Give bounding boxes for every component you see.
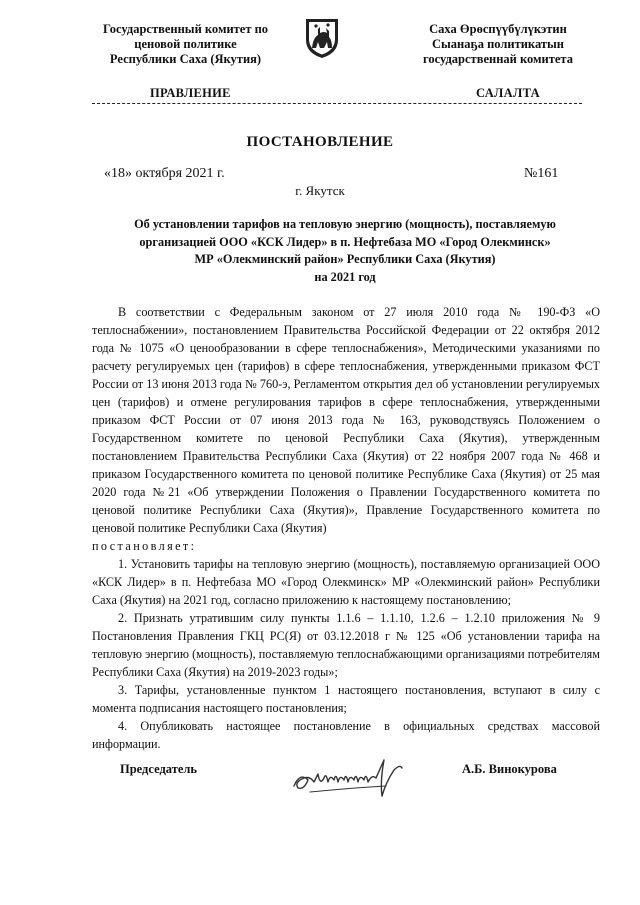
subject-line: Об установлении тарифов на тепловую энергию (мощность), поставляемую: [134, 217, 556, 231]
resolution-item: 2. Признать утратившим силу пункты 1.1.6 – 1.1.10, 1.2.6 – 1.2.10 приложения № 9 Постановления Правления ГКЦ РС(Я) от 03.12.2018 г № 125 «Об установлении тарифа на тепловую энергию (мощность), поставляемую теплоснабжающими организациями потребителям Республики Саха (Якутия) на 2019-2023 годы»;: [92, 611, 600, 679]
header-org-sah-line: Саха Өрөспүүбүлүкэтин: [429, 22, 567, 36]
header-org-sah-line: Сыанаҕа политикатын: [432, 37, 564, 51]
resolution-item: 3. Тарифы, установленные пунктом 1 настоящего постановления, вступают в силу с момента подписания настоящего постановления;: [92, 683, 600, 715]
resolution-item: 1. Установить тарифы на тепловую энергию (мощность), поставляемую организацией ООО «КСК Лидер» в п. Нефтебаза МО «Город Олекминск» МР «Олекминский район» Республики Саха (Якутия) на 2021 год, согласно приложению к настоящему постановлению;: [92, 557, 600, 607]
coat-of-arms-icon: [303, 16, 341, 60]
preamble-paragraph: В соответствии с Федеральным законом от 27 июля 2010 года № 190-ФЗ «О теплоснабжении», постановлением Правительства Российской Федерации от 22 октября 2012 года № 1075 «О ценообразовании в сфере теплоснабжения», Методическими указаниями по расчету регулируемых цен (тарифов) в сфере теплоснабжения, утвержденными приказом ФСТ России от 13 июня 2013 года № 760-э, Регламентом открытия дел об установлении регулируемых цен (тарифов) и отмене регулирования тарифов в сфере теплоснабжения, утвержденными приказом ФСТ России от 07 июня 2013 года № 163, руководствуясь Положением о Государственном комитете по ценовой Республики Саха (Якутия), утвержденным постановлением Правительства Республики Саха (Якутия) от 22 ноября 2007 года № 468 и приказом Государственного комитета по ценовой политике Республике Саха (Якутия) от 25 мая 2020 года №21 «Об утверждении Положения о Правлении Государственного комитета по ценовой политике Республики Саха (Якутия)», Правление Государственного комитета по ценовой политике Республики Саха (Якутия): [92, 305, 600, 535]
document-city: г. Якутск: [295, 183, 345, 198]
subject-line: на 2021 год: [314, 269, 376, 284]
header-org-ru-line: Республики Саха (Якутия): [109, 52, 262, 66]
header-dept-ru: ПРАВЛЕНИЕ: [150, 86, 231, 100]
header-divider: [92, 103, 582, 104]
header-org-ru: [78, 22, 293, 67]
header-dept-sah: САЛАЛТА: [476, 86, 540, 100]
signatory-role: Председатель: [120, 762, 198, 776]
signatory-name: А.Б. Винокурова: [462, 762, 557, 776]
document-title: ПОСТАНОВЛЕНИЕ: [246, 134, 394, 150]
handwritten-signature: [290, 752, 420, 804]
header-org-ru-line: Государственный комитет по: [102, 22, 269, 36]
document-subject: [120, 216, 570, 286]
resolution-item: 4. Опубликовать настоящее постановление в официальных средствах массовой информации.: [92, 719, 600, 751]
resolves-clause: постановляет:: [92, 539, 197, 553]
header-org-sah: [398, 22, 598, 67]
document-number: №161: [524, 166, 559, 181]
header-org-ru-line: ценовой политике: [134, 37, 237, 51]
subject-line: МР «Олекминский район» Республики Саха (Якутия): [194, 252, 496, 266]
document-date: «18» октября 2021 г.: [104, 166, 225, 181]
header-org-sah-line: государственнай комитета: [423, 52, 573, 66]
document-body: [92, 303, 600, 753]
subject-line: организацией ООО «КСК Лидер» в п. Нефтебаза МО «Город Олекминск»: [139, 234, 551, 249]
